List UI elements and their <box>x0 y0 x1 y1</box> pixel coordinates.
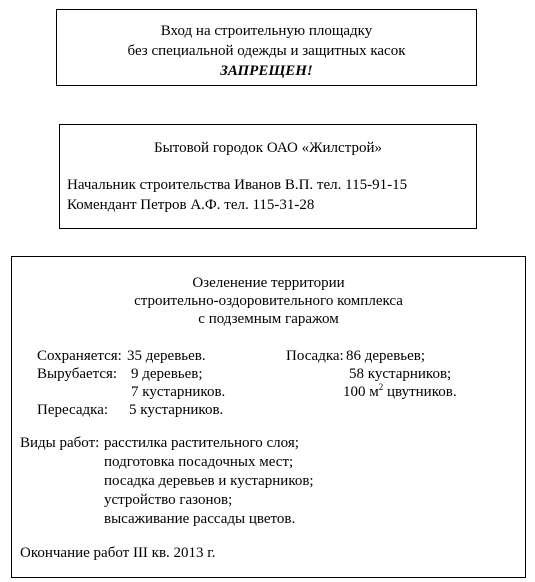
planting-label: Посадка: <box>286 348 344 364</box>
completion-date: Окончание работ III кв. 2013 г. <box>20 545 216 561</box>
landscaping-sign <box>11 256 526 578</box>
works-item: расстилка растительного слоя; <box>104 435 299 451</box>
sign3-title-line1: Озеленение территории <box>192 275 345 291</box>
sign3-title-line2: строительно-оздоровительного комплекса <box>134 293 403 309</box>
works-item: подготовка посадочных мест; <box>104 454 294 470</box>
cut-label: Вырубается: <box>37 366 118 382</box>
transplant-value: 5 кустарников. <box>129 402 224 418</box>
kept-label: Сохраняется: <box>37 348 122 364</box>
planting-trees: 86 деревьев; <box>346 348 426 364</box>
planting-flowers-unit: цвутников. <box>387 384 457 400</box>
sign2-title: Бытовой городок ОАО «Жилстрой» <box>154 140 382 156</box>
no-entry-sign <box>56 9 477 86</box>
sign1-line2: без специальной одежды и защитных касок <box>127 43 406 59</box>
cut-trees: 9 деревьев; <box>131 366 203 382</box>
transplant-label: Пересадка: <box>37 402 109 418</box>
planting-flowers-area: 100 м <box>343 384 379 400</box>
sign1-prohibited: ЗАПРЕЩЕН! <box>220 63 313 79</box>
works-item: устройство газонов; <box>104 492 233 508</box>
sign2-commandant: Комендант Петров А.Ф. тел. 115-31-28 <box>67 197 315 213</box>
works-item: высаживание рассады цветов. <box>104 511 296 527</box>
site-office-sign <box>59 124 477 229</box>
planting-flowers-sup: 2 <box>378 382 384 392</box>
sign1-line1: Вход на строительную площадку <box>160 23 373 39</box>
kept-value: 35 деревьев. <box>127 348 206 364</box>
works-label: Виды работ: <box>20 435 100 451</box>
planting-flowers <box>343 382 457 400</box>
sign3-title-line3: с подземным гаражом <box>198 311 339 327</box>
cut-shrubs: 7 кустарников. <box>131 384 226 400</box>
planting-shrubs: 58 кустарников; <box>349 366 452 382</box>
works-item: посадка деревьев и кустарников; <box>104 473 314 489</box>
sign2-manager: Начальник строительства Иванов В.П. тел. 115-91-15 <box>67 177 408 193</box>
